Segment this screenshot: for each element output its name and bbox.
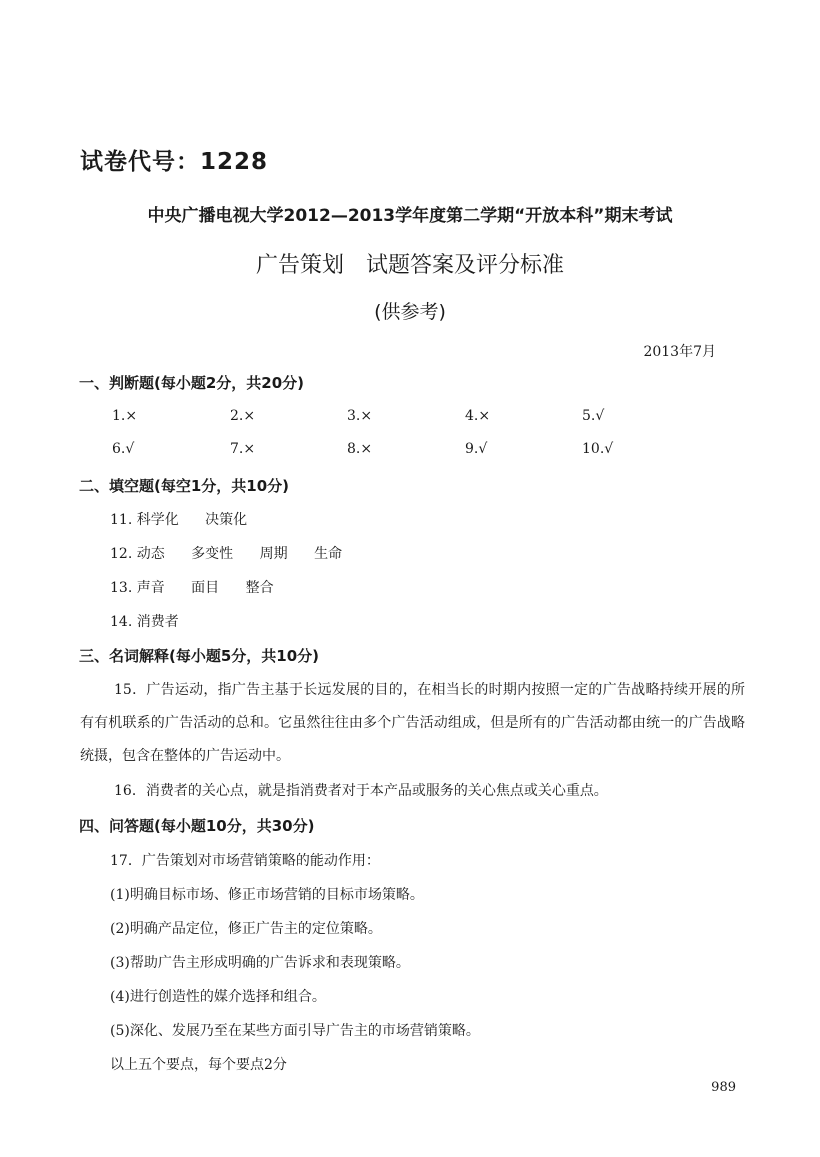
blank-answer: 整合 [245,580,274,596]
blank-answer: 科学化 [136,512,179,528]
paper-code: 试卷代号：1228 [80,149,269,175]
blank-answer: 多变性 [191,546,234,562]
fill-row-14 [110,611,179,631]
answer-9: 9.√ [465,441,488,457]
fill-row-11 [110,509,247,529]
blank-answer: 面目 [191,580,220,596]
answer-line: (5)深化、发展乃至在某些方面引导广告主的市场营销策略。 [110,1023,480,1039]
blank-answer: 消费者 [136,614,179,630]
section-heading-term-definition: 三、名词解释(每小题5分，共10分) [79,647,320,665]
answer-line: (1)明确目标市场、修正市场营销的目标市场策略。 [110,887,424,903]
exam-date: 2013年7月 [643,344,716,360]
section-heading-fill-blank: 二、填空题(每空1分，共10分) [79,477,290,495]
answer-5: 5.√ [582,408,605,424]
fill-row-12 [110,543,342,563]
subtitle: (供参考) [374,301,446,323]
page-number: 989 [711,1080,736,1095]
answer-line: (3)帮助广告主形成明确的广告诉求和表现策略。 [110,955,410,971]
item-number: 14. [110,614,133,630]
answer-1: 1.× [112,408,138,424]
item-number: 12. [110,546,133,562]
main-title: 广告策划 试题答案及评分标准 [255,253,564,278]
scoring-note: 以上五个要点，每个要点2分 [110,1057,287,1073]
blank-answer: 决策化 [205,512,248,528]
item-number: 13. [110,580,133,596]
answer-8: 8.× [347,441,373,457]
blank-answer: 声音 [136,580,165,596]
answer-10: 10.√ [582,441,614,457]
answer-6: 6.√ [112,441,135,457]
answer-line: (4)进行创造性的媒介选择和组合。 [110,989,326,1005]
fill-row-13 [110,577,274,597]
answer-4: 4.× [465,408,491,424]
definition-15: 15．广告运动，指广告主基于长远发展的目的，在相当长的时期内按照一定的广告战略持续开展的所有有机联系的广告活动的总和。它虽然往往由多个广告活动组成，但是所有的广告活动都由统一的广告战略统摄，包含在整体的广告运动中。 [80,682,745,764]
blank-answer: 周期 [259,546,288,562]
item-number: 11. [110,512,133,528]
section-heading-true-false: 一、判断题(每小题2分，共20分) [79,374,305,392]
answer-3: 3.× [347,408,373,424]
definition-16: 16．消费者的关心点，就是指消费者对于本产品或服务的关心焦点或关心重点。 [114,783,608,799]
blank-answer: 生命 [314,546,343,562]
answer-line: (2)明确产品定位，修正广告主的定位策略。 [110,921,382,937]
blank-answer: 动态 [136,546,165,562]
answer-7: 7.× [230,441,256,457]
exam-title: 中央广播电视大学2012—2013学年度第二学期“开放本科”期末考试 [147,206,673,226]
section-heading-short-answer: 四、问答题(每小题10分，共30分) [79,817,315,835]
answer-line: 17．广告策划对市场营销策略的能动作用： [110,853,380,869]
answer-2: 2.× [230,408,256,424]
